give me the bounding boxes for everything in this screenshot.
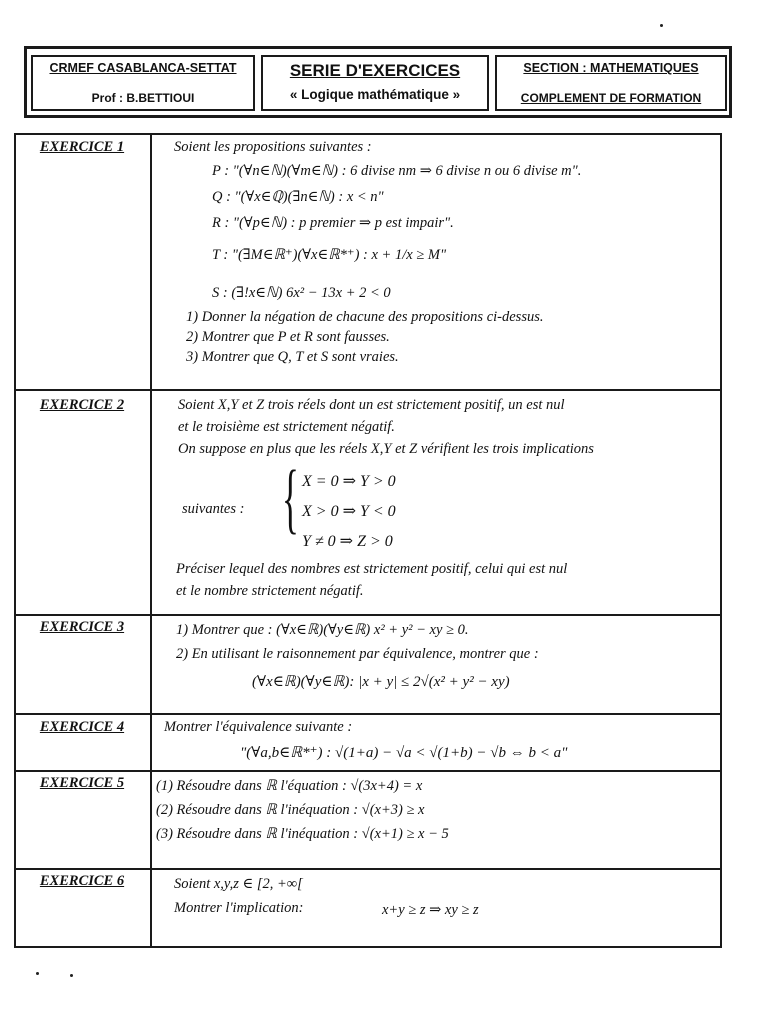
header-right-cell	[495, 55, 727, 111]
exercise-2-line-3: On suppose en plus que les réels X,Y et Z vérifient les trois implications	[178, 441, 594, 457]
exercise-4-label: EXERCICE 4	[39, 719, 125, 735]
exercise-2-suivantes: suivantes :	[182, 501, 245, 517]
scan-speck	[36, 972, 39, 975]
exercise-4-equivalence: "(∀a,b∈ℝ*⁺) : √(1+a) − √a < √(1+b) − √b ⇔ b < a"	[240, 745, 568, 761]
implication-3: Y ≠ 0 ⇒ Z > 0	[302, 533, 393, 550]
exercise-3-question-1: 1) Montrer que : (∀x∈ℝ)(∀y∈ℝ) x² + y² − xy ≥ 0.	[176, 622, 469, 638]
exercise-6-implication: x+y ≥ z ⇒ xy ≥ z	[382, 902, 479, 918]
sheet-subtitle: « Logique mathématique »	[289, 87, 461, 102]
exercise-2-line-1: Soient X,Y et Z trois réels dont un est strictement positif, un est nul	[178, 397, 565, 413]
proposition-r: R : "(∀p∈ℕ) : p premier ⇒ p est impair".	[212, 215, 454, 231]
proposition-p: P : "(∀n∈ℕ)(∀m∈ℕ) : 6 divise nm ⇒ 6 divise n ou 6 divise m".	[212, 163, 582, 179]
exercise-3-label: EXERCICE 3	[39, 619, 125, 635]
implication-1: X = 0 ⇒ Y > 0	[302, 473, 396, 490]
exercise-2-content	[162, 389, 714, 614]
exercise-1-intro: Soient les propositions suivantes :	[174, 139, 372, 155]
exercise-6-given: Soient x,y,z ∈ [2, +∞[	[174, 876, 303, 892]
exercise-table	[14, 133, 722, 948]
exercise-5-label: EXERCICE 5	[39, 775, 125, 791]
exercise-5-question-1: (1) Résoudre dans ℝ l'équation : √(3x+4) = x	[156, 778, 423, 794]
exercise-3-inequality: (∀x∈ℝ)(∀y∈ℝ): |x + y| ≤ 2√(x² + y² − xy)	[252, 674, 510, 690]
header-left-cell	[31, 55, 255, 111]
exercise-1-question-3: 3) Montrer que Q, T et S sont vraies.	[186, 349, 399, 365]
exercise-3-content	[162, 614, 714, 713]
exercise-6-instruction: Montrer l'implication:	[174, 900, 304, 916]
proposition-s: S : (∃!x∈ℕ) 6x² − 13x + 2 < 0	[212, 285, 391, 301]
exercise-1-content	[162, 135, 714, 389]
exercise-3-question-2: 2) En utilisant le raisonnement par équivalence, montrer que :	[176, 646, 539, 662]
exercise-5-question-2: (2) Résoudre dans ℝ l'inéquation : √(x+3) ≥ x	[156, 802, 425, 818]
exercise-5-content	[156, 770, 714, 868]
exercise-6-content	[162, 868, 714, 948]
exercise-1-question-2: 2) Montrer que P et R sont fausses.	[186, 329, 390, 345]
proposition-t: T : "(∃M∈ℝ⁺)(∀x∈ℝ*⁺) : x + 1/x ≥ M"	[212, 247, 447, 263]
exercise-5-question-3: (3) Résoudre dans ℝ l'inéquation : √(x+1) ≥ x − 5	[156, 826, 449, 842]
header-box	[24, 46, 732, 118]
exercise-2-line-2: et le troisième est strictement négatif.	[178, 419, 395, 435]
exercise-4-intro: Montrer l'équivalence suivante :	[164, 719, 353, 735]
header-center-cell	[261, 55, 489, 111]
scan-speck	[70, 974, 73, 977]
institution-name: CRMEF CASABLANCA-SETTAT	[49, 61, 237, 75]
sheet-title: SERIE D'EXERCICES	[289, 61, 461, 80]
exercise-6-label: EXERCICE 6	[39, 873, 125, 889]
exercise-1-label: EXERCICE 1	[39, 139, 125, 155]
implication-2: X > 0 ⇒ Y < 0	[302, 503, 396, 520]
exercise-1-question-1: 1) Donner la négation de chacune des propositions ci-dessus.	[186, 309, 544, 325]
system-brace: {	[282, 454, 299, 541]
scan-speck	[660, 24, 663, 27]
professor-name: Prof : B.BETTIOUI	[91, 91, 195, 105]
exercise-4-content	[162, 713, 714, 770]
column-divider	[150, 135, 152, 946]
proposition-q: Q : "(∀x∈ℚ)(∃n∈ℕ) : x < n"	[212, 189, 384, 205]
exercise-2-line-5: et le nombre strictement négatif.	[176, 583, 364, 599]
exercise-2-label: EXERCICE 2	[39, 397, 125, 413]
course-name: COMPLEMENT DE FORMATION	[520, 91, 702, 105]
exercise-2-line-4: Préciser lequel des nombres est strictement positif, celui qui est nul	[176, 561, 568, 577]
section-name: SECTION : MATHEMATIQUES	[523, 61, 699, 75]
